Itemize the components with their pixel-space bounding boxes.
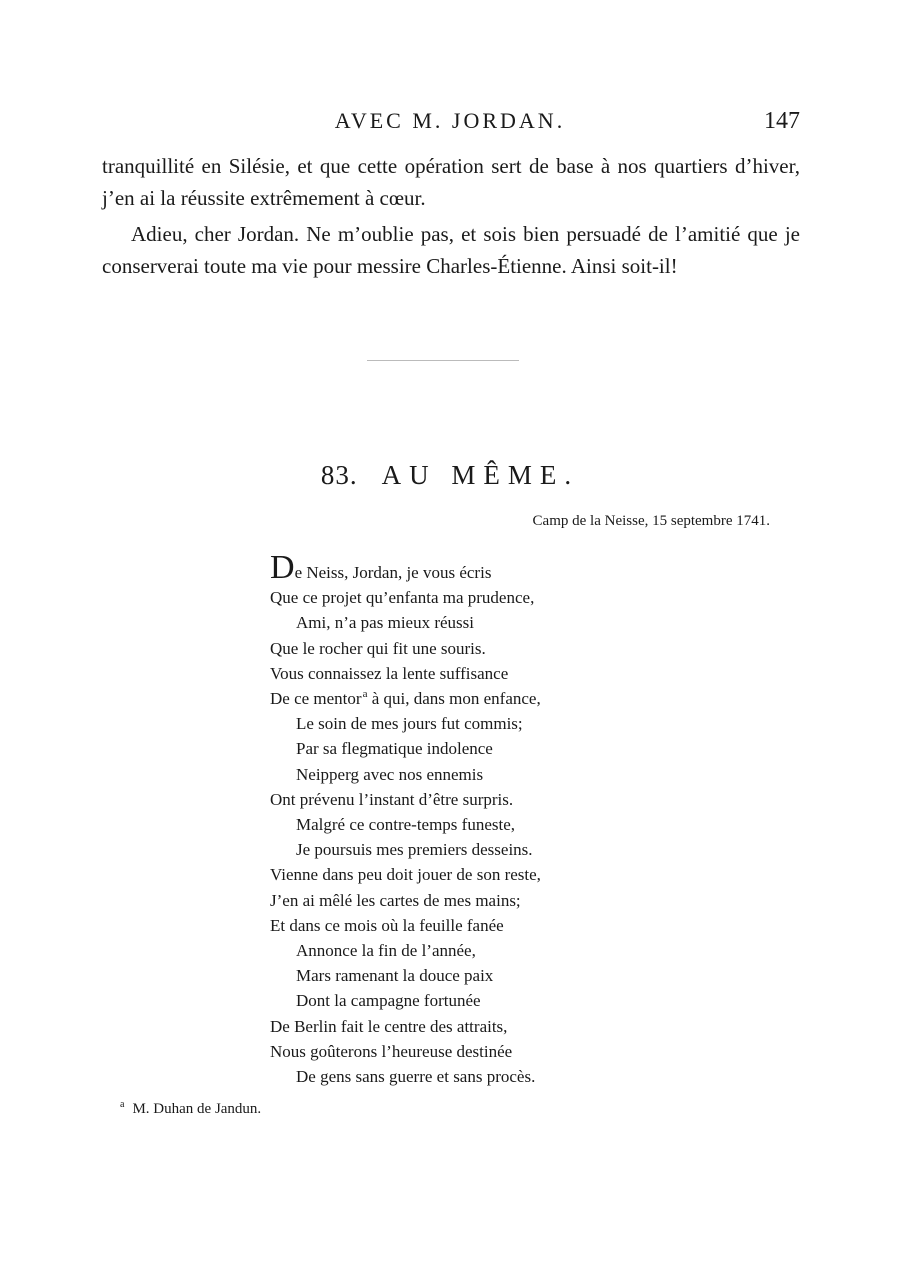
verse: De gens sans guerre et sans procès.	[296, 1067, 536, 1087]
section-separator	[367, 360, 519, 361]
letter-title: AU MÊME.	[381, 460, 580, 490]
drop-cap-initial: D	[270, 549, 295, 586]
prose-block	[102, 150, 800, 282]
verse: Nous goûterons l’heureuse destinée	[270, 1041, 513, 1061]
footnote-marker: a	[120, 1099, 125, 1110]
footnote	[120, 1099, 261, 1118]
verse	[270, 549, 670, 586]
verse: Mars ramenant la douce paix	[296, 966, 494, 986]
verse: Le soin de mes jours fut commis;	[296, 714, 523, 734]
page-number: 147	[764, 108, 800, 134]
verse: Vienne dans peu doit jouer de son reste,	[270, 865, 541, 885]
verse: Par sa flegmatique indolence	[296, 739, 493, 759]
running-title: AVEC M. JORDAN.	[334, 108, 566, 133]
verse: Ont prévenu l’instant d’être surpris.	[270, 789, 514, 809]
verse: Ami, n’a pas mieux réussi	[296, 613, 474, 633]
prose-paragraph: Adieu, cher Jordan. Ne m’oublie pas, et sois bien persuadé de l’amitié que je conserverai toute ma vie pour messire Charles-Étienne. Ainsi soit-il!	[102, 222, 800, 278]
verse-text: e Neiss, Jordan, je vous écris	[294, 563, 492, 582]
verse: Que ce projet qu’enfanta ma prudence,	[270, 588, 535, 608]
poem	[270, 549, 670, 1089]
verse: Vous connaissez la lente suffisance	[270, 663, 509, 683]
letter-heading	[0, 460, 900, 491]
footnote-text: M. Duhan de Jandun.	[132, 1101, 262, 1117]
verse: Annonce la fin de l’année,	[296, 941, 476, 961]
letter-number: 83.	[320, 460, 358, 490]
letter-dateline: Camp de la Neisse, 15 septembre 1741.	[532, 513, 770, 529]
prose-paragraph: tranquillité en Silésie, et que cette opération sert de base à nos quartiers d’hiver, j’en ai la réussite extrêmement à cœur.	[102, 154, 800, 210]
verse-text: à qui, dans mon enfance,	[367, 689, 541, 709]
verse: J’en ai mêlé les cartes de mes mains;	[270, 890, 521, 910]
verse-text: De ce mentor	[270, 689, 362, 709]
verse: Malgré ce contre-temps funeste,	[296, 815, 516, 835]
verse: Que le rocher qui fit une souris.	[270, 638, 486, 658]
verse: Dont la campagne fortunée	[296, 991, 481, 1011]
verse: Et dans ce mois où la feuille fanée	[270, 915, 504, 935]
verse: Je poursuis mes premiers desseins.	[296, 840, 533, 860]
verse: De Berlin fait le centre des attraits,	[270, 1016, 508, 1036]
verse: Neipperg avec nos ennemis	[296, 764, 484, 784]
verse	[270, 686, 670, 711]
footnote-marker: a	[362, 688, 368, 701]
